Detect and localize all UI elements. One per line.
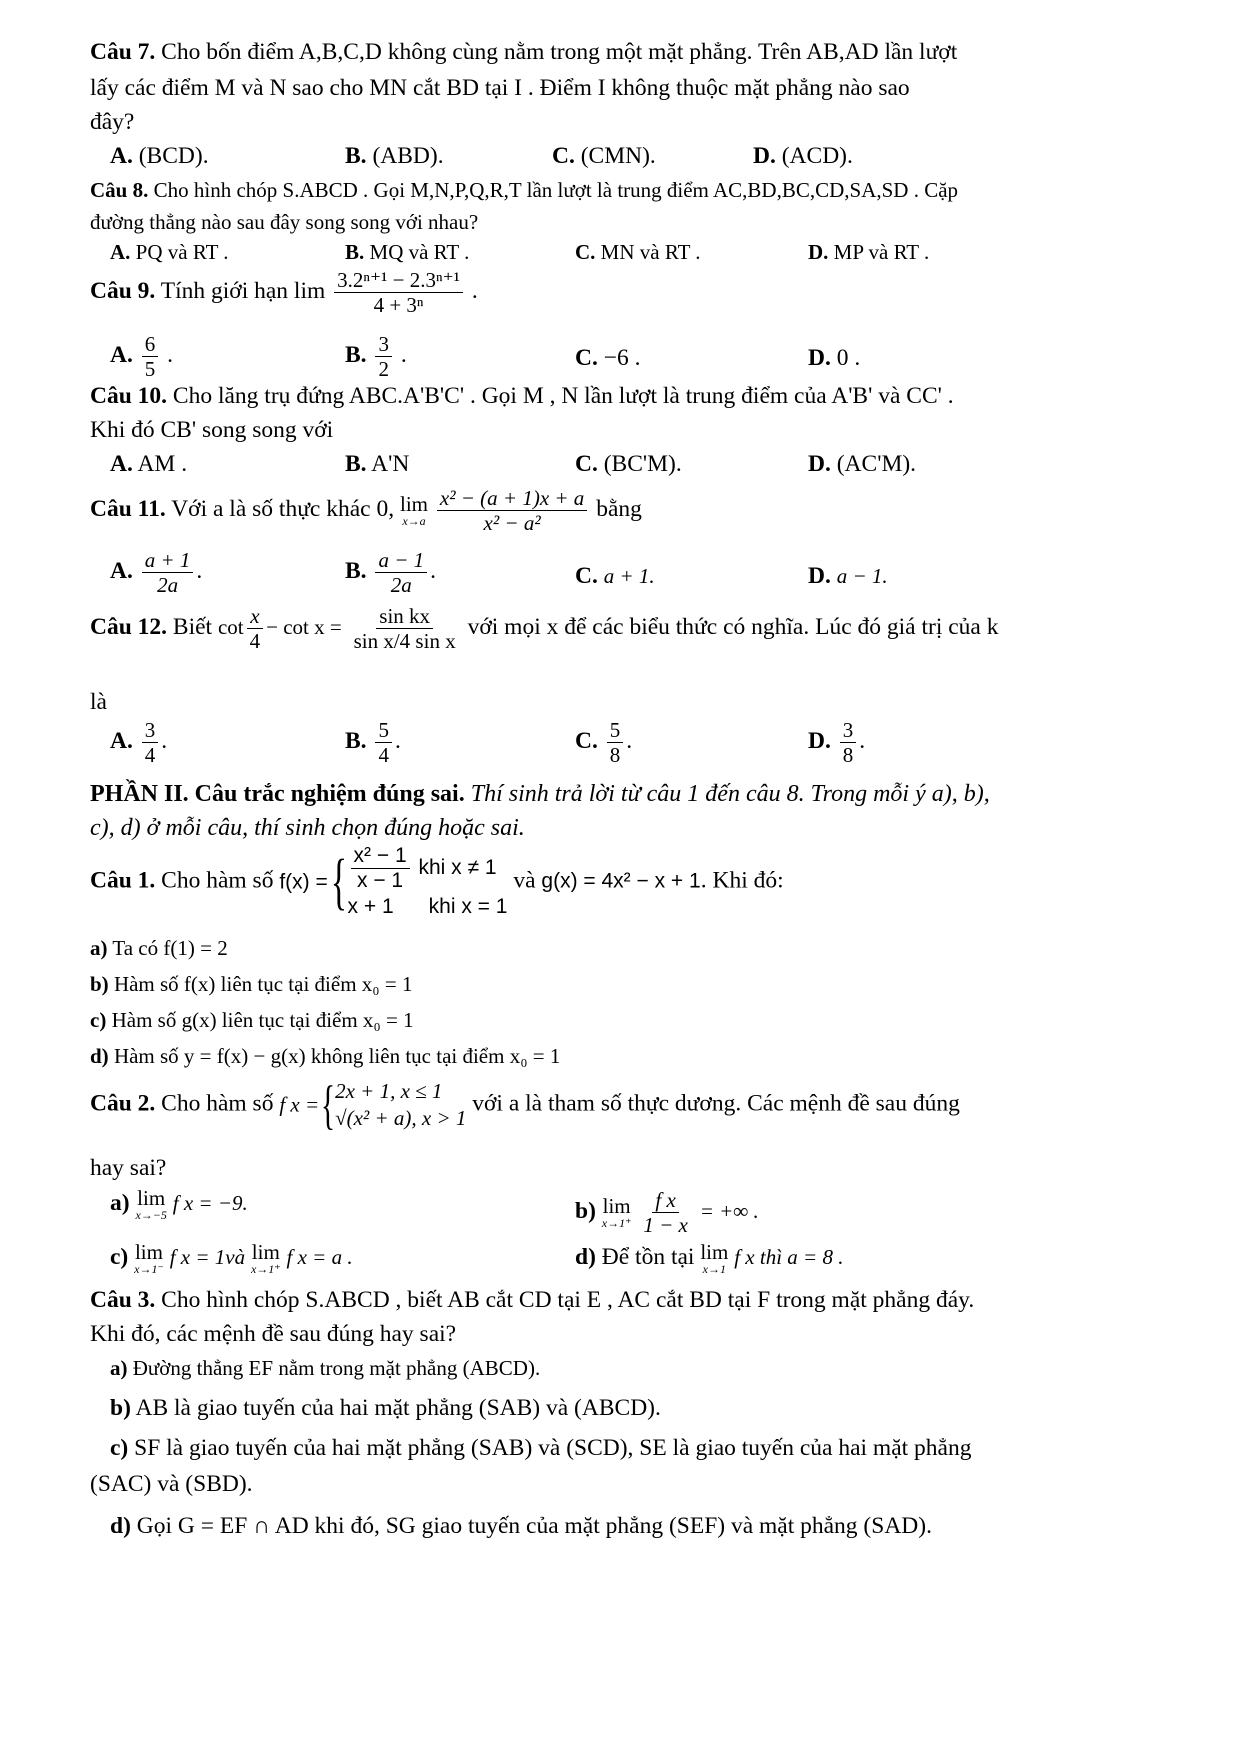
p3-item-d: d) Gọi G = EF ∩ AD khi đó, SG giao tuyến của mặt phẳng (SEF) và mặt phẳng (SAD). xyxy=(110,1513,932,1539)
p3-label: Câu 3. xyxy=(90,1287,156,1313)
p3-line2: Khi đó, các mệnh đề sau đúng hay sai? xyxy=(90,1321,457,1347)
q12-label: Câu 12. xyxy=(90,614,168,641)
q10-option-a: A. AM . xyxy=(110,451,188,477)
q9-option-d: D. 0 . xyxy=(808,345,861,371)
q10-line2: Khi đó CB' song song với xyxy=(90,417,334,443)
q11-label: Câu 11. xyxy=(90,496,166,523)
part2-line1: PHẦN II. Câu trắc nghiệm đúng sai. Thí sinh trả lời từ câu 1 đến câu 8. Trong mỗi ý a), b), xyxy=(90,781,990,807)
q8-option-b: B. MQ và RT . xyxy=(345,240,470,264)
q7-option-c: C. (CMN). xyxy=(552,143,656,169)
q10-label: Câu 10. xyxy=(90,383,168,409)
p1-line: Câu 1. Cho hàm số f(x) ={ $\frac{\text{x² − 1}}{x - 1}$ khi x ≠ 1 x + 1 khi x = 1 và g(x) = 4x² − x + 1. Khi đó: xyxy=(90,844,784,934)
p2-item-c: c) lim x→1⁻ f x = 1và lim x→1⁺ f x = a . xyxy=(110,1240,353,1276)
q8-line2: đường thẳng nào sau đây song song với nhau? xyxy=(90,210,479,234)
q11-fraction: $\frac{\text{x² − (a + 1)x + a}}{\text{x² − a²}}$ xyxy=(437,486,587,535)
p1-cases: $\frac{\text{x² − 1}}{x - 1}$ khi x ≠ 1 x + 1 khi x = 1 xyxy=(347,844,508,919)
p1-item-d: d) Hàm số y = f(x) − g(x) không liên tục tại điểm x₀ = 1 xyxy=(90,1044,561,1068)
q11-line: Câu 11. Với a là số thực khác 0, lim x→a $\frac{\text{x² − (a + 1)x + a}}{\text{x² − a²}}$ bằng xyxy=(90,486,642,536)
q8-option-a: A. PQ và RT . xyxy=(110,240,229,264)
p2-item-a: a) lim x→−5 f x = −9. xyxy=(110,1186,248,1222)
q7-label: Câu 7. xyxy=(90,39,156,65)
q12-options xyxy=(90,718,1185,778)
p1-item-c: c) Hàm số g(x) liên tục tại điểm x₀ = 1 xyxy=(90,1008,414,1032)
p2-items-cd xyxy=(90,1242,1185,1286)
q7-line1: Câu 7. Cho bốn điểm A,B,C,D không cùng nằm trong một mặt phẳng. Trên AB,AD lần lượt xyxy=(90,39,958,65)
p3-line1: Câu 3. Cho hình chóp S.ABCD , biết AB cắt CD tại E , AC cắt BD tại F trong mặt phẳng đáy. xyxy=(90,1287,975,1313)
q11-option-b: B. $\frac{a - 1}{2a}$ . xyxy=(345,548,436,598)
q11-options xyxy=(90,548,1185,608)
q7-line3: đây? xyxy=(90,109,135,135)
q10-option-b: B. A'N xyxy=(345,451,410,477)
q9-line: Câu 9. Tính giới hạn lim $\frac{\text{3.2ⁿ⁺¹ − 2.3ⁿ⁺¹}}{\text{4 + 3ⁿ}}$ . xyxy=(90,268,478,318)
q11-option-d: D. a − 1. xyxy=(808,563,888,589)
p2-cases: 2x + 1, x ≤ 1 √(x² + a), x > 1 xyxy=(335,1079,467,1131)
q12-fraction: $\frac{\text{sin kx}}{\text{sin x/4 sin x}}$ xyxy=(353,604,456,654)
p1-item-b: b) Hàm số f(x) liên tục tại điểm x₀ = 1 xyxy=(90,972,413,996)
q12-option-a: A. $\frac{3}{4}$ . xyxy=(110,718,168,768)
part2-line2: c), d) ở mỗi câu, thí sinh chọn đúng hoặc sai. xyxy=(90,815,525,841)
q7-option-b: B. (ABD). xyxy=(345,143,444,169)
q9-fraction: $\frac{\text{3.2ⁿ⁺¹ − 2.3ⁿ⁺¹}}{\text{4 + 3ⁿ}}$ xyxy=(334,268,463,317)
q7-option-a: A. (BCD). xyxy=(110,143,209,169)
q7-line2: lấy các điểm M và N sao cho MN cắt BD tại I . Điểm I không thuộc mặt phẳng nào sao xyxy=(90,75,910,101)
q10-option-d: D. (AC'M). xyxy=(808,451,917,477)
q8-line1: Câu 8. Cho hình chóp S.ABCD . Gọi M,N,P,Q,R,T lần lượt là trung điểm AC,BD,BC,CD,SA,SD . Cặp xyxy=(90,178,959,202)
q8-option-d: D. MP và RT . xyxy=(808,240,930,264)
q12-option-d: D. $\frac{3}{8}$ . xyxy=(808,718,866,768)
q8-label: Câu 8. xyxy=(90,178,149,202)
p2-item-b: b) lim x→1⁺ $\frac{\text{f x}}{1 - x}$ = +∞ . xyxy=(575,1188,759,1238)
q9-option-b: B. $\frac{3}{2}$ . xyxy=(345,332,407,382)
q12-line2: là xyxy=(90,689,107,715)
p2-items-ab xyxy=(90,1188,1185,1242)
p3-item-c-line2: (SAC) và (SBD). xyxy=(90,1471,253,1497)
q9-option-c: C. −6 . xyxy=(575,345,641,371)
part2-title: PHẦN II. Câu trắc nghiệm đúng sai. xyxy=(90,781,465,807)
q11-option-c: C. a + 1. xyxy=(575,563,655,589)
q12-option-b: B. $\frac{5}{4}$ . xyxy=(345,718,401,768)
p2-item-d: d) Để tồn tại lim x→1 f x thì a = 8 . xyxy=(575,1240,844,1276)
q12-line: Câu 12. Biết cot $\frac{x}{4}$ − cot x = $\frac{\text{sin kx}}{\text{sin x/4 sin x}}$ với mọi x để các biểu thức có nghĩa. Lúc đó giá trị của k xyxy=(90,604,999,654)
q11-limit: lim x→a xyxy=(399,492,428,529)
p1-label: Câu 1. xyxy=(90,867,156,894)
p2-line2: hay sai? xyxy=(90,1155,167,1181)
q8-option-c: C. MN và RT . xyxy=(575,240,701,264)
q10-option-c: C. (BC'M). xyxy=(575,451,682,477)
p1-item-a: a) Ta có f(1) = 2 xyxy=(90,936,228,960)
q9-options xyxy=(90,330,1185,390)
q9-label: Câu 9. xyxy=(90,278,156,305)
q9-option-a: A. $\frac{6}{5}$ . xyxy=(110,332,173,382)
p1-brace: { xyxy=(330,848,347,917)
p2-line: Câu 2. Cho hàm số f x ={ 2x + 1, x ≤ 1 √(x² + a), x > 1 với a là tham số thực dương. Các mệnh đề sau đúng xyxy=(90,1075,960,1136)
q7-option-d: D. (ACD). xyxy=(753,143,853,169)
q12-option-c: C. $\frac{5}{8}$ . xyxy=(575,718,633,768)
p2-brace: { xyxy=(320,1075,336,1136)
p3-item-a: a) Đường thẳng EF nằm trong mặt phẳng (ABCD). xyxy=(110,1356,541,1380)
q11-option-a: A. $\frac{a + 1}{2a}$ . xyxy=(110,548,203,598)
p2-label: Câu 2. xyxy=(90,1090,156,1117)
q10-line1: Câu 10. Cho lăng trụ đứng ABC.A'B'C' . Gọi M , N lần lượt là trung điểm của A'B' và CC' . xyxy=(90,383,954,409)
p3-item-c: c) SF là giao tuyến của hai mặt phẳng (SAB) và (SCD), SE là giao tuyến của hai mặt phẳng xyxy=(110,1435,972,1461)
p3-item-b: b) AB là giao tuyến của hai mặt phẳng (SAB) và (ABCD). xyxy=(110,1395,661,1421)
